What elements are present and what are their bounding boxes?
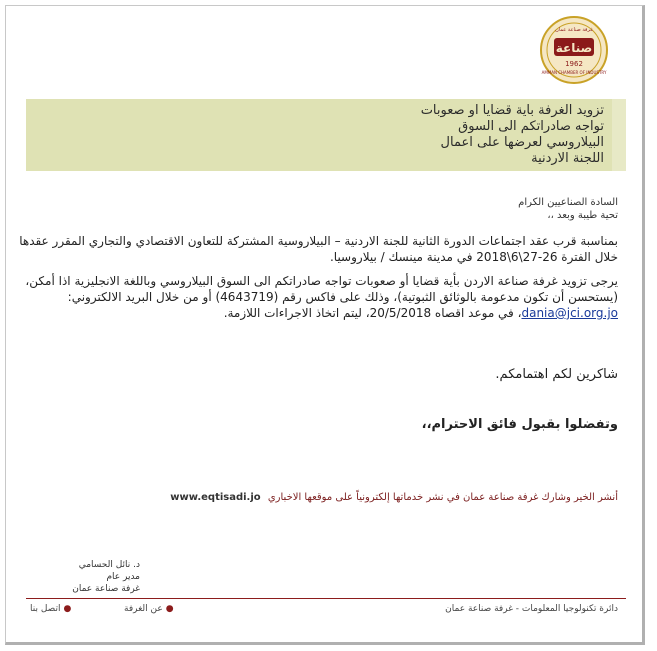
- share-text: أنشر الخير وشارك غرفة صناعة عمان في نشر خدماتها إلكترونياً على موقعها الاخباري: [267, 492, 618, 503]
- bullet-icon: ●: [165, 604, 174, 614]
- bullet-icon: ●: [63, 604, 72, 614]
- closing-text: وتفضلوا بقبول فائق الاحترام،،: [421, 417, 618, 432]
- banner-accent-bar: [612, 99, 626, 171]
- logo-caption-ar: غرفة صناعة عمان: [555, 27, 593, 33]
- banner-line: اللجنة الاردنية: [531, 151, 604, 166]
- footer-divider: [26, 598, 626, 599]
- banner-line: تزويد الغرفة باية قضايا او صعوبات: [420, 103, 604, 118]
- greeting-regards: تحية طيبة وبعد ،،: [547, 210, 618, 221]
- greeting: [518, 196, 618, 222]
- email-link[interactable]: dania@jci.org.jo: [521, 306, 618, 320]
- signature-title: مدير عام: [106, 572, 140, 582]
- banner-title: [364, 103, 604, 167]
- signature-block: [30, 559, 140, 595]
- subject-banner: [26, 99, 626, 171]
- body-paragraph-1: بمناسبة قرب عقد اجتماعات الدورة الثانية للجنة الاردنية – البيلاروسية المشتركة للتعاون الاقتصادي والتجاري المقرر عقدها خلال الفترة 26-27\6\2018 في مدينة مينسك / بيلاروسيا.: [19, 234, 618, 264]
- signature-name: د. نائل الحسامي: [78, 560, 140, 570]
- footer-about-label: عن الغرفة: [124, 604, 163, 614]
- greeting-salutation: السادة الصناعيين الكرام: [518, 197, 618, 208]
- logo-caption-en: AMMAN CHAMBER OF INDUSTRY: [541, 70, 607, 75]
- logo-text: صناعة: [555, 41, 593, 55]
- email-frame: [5, 5, 645, 645]
- paragraph-text: يرجى تزويد غرفة صناعة الاردن بأية قضايا أو صعوبات تواجه صادراتكم الى السوق البيلاروسي وباللغة الانجليزية اذا أمكن، (يستحسن أن تكون مدعومة بالوثائق الثبوتية)، وذلك على فاكس رقم (4643719) أو من خلال البريد الالكتروني:: [25, 274, 618, 304]
- banner-line: البيلاروسي لعرضها على اعمال: [440, 135, 604, 150]
- thanks-text: شاكرين لكم اهتمامكم.: [495, 367, 618, 382]
- share-line: [170, 492, 618, 503]
- chamber-logo-icon: [528, 14, 620, 86]
- footer-contact-label: اتصل بنا: [30, 604, 61, 614]
- paragraph-text: ، في موعد اقصاه 20/5/2018، ليتم اتخاذ الاجراءات اللازمة.: [223, 306, 522, 320]
- signature-org: غرفة صناعة عمان: [72, 584, 140, 594]
- footer-department: دائرة تكنولوجيا المعلومات - غرفة صناعة عمان: [445, 604, 618, 614]
- footer-about-link[interactable]: [124, 604, 174, 614]
- banner-line: تواجه صادراتكم الى السوق: [458, 119, 604, 134]
- footer-contact-link[interactable]: [30, 604, 71, 614]
- logo-year: 1962: [565, 60, 583, 68]
- share-link[interactable]: www.eqtisadi.jo: [170, 492, 261, 503]
- body-paragraph-2: [18, 273, 618, 321]
